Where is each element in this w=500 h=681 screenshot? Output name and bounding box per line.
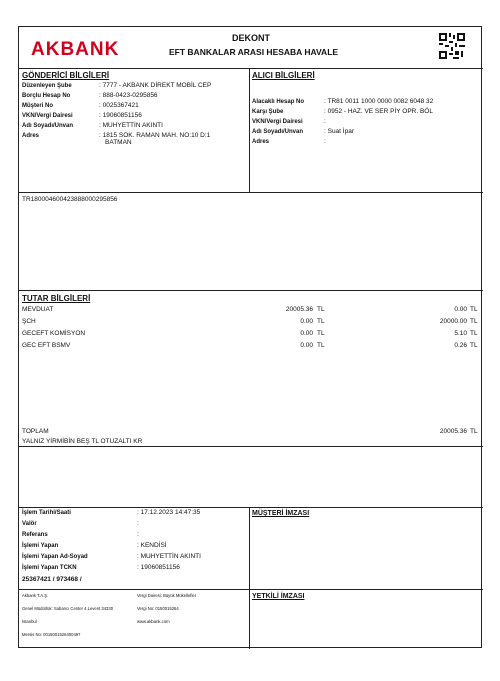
- transaction-code: 25367421 / 973468 /: [22, 576, 82, 583]
- total-value: 20005.36: [439, 428, 467, 435]
- amount-debit: 0.00: [300, 330, 313, 337]
- sender-value: : 19060851156: [99, 112, 142, 119]
- divider: [249, 589, 483, 590]
- amount-row-name: GEC EFT BSMV: [22, 342, 71, 349]
- footer-text: İstanbul: [22, 619, 37, 624]
- total-in-words: YALNIZ YİRMİBİN BEŞ TL OTUZALTI KR: [22, 438, 143, 445]
- amount-debit: 0.00: [300, 342, 313, 349]
- divider: [249, 68, 250, 192]
- receipt-document: [18, 26, 482, 648]
- receiver-label: Adres: [252, 139, 270, 145]
- amount-debit: 0.00: [300, 318, 313, 325]
- akbank-logo: AKBANK: [31, 39, 120, 60]
- receiver-label: Karşı Şube: [252, 109, 284, 115]
- total-label: TOPLAM: [22, 428, 49, 435]
- amount-credit: 0.00: [454, 306, 467, 313]
- transaction-label: İşlemi Yapan TCKN: [22, 565, 77, 571]
- footer-text: www.akbank.com: [137, 619, 170, 624]
- amount-credit-currency: TL: [470, 330, 478, 337]
- sender-label: Borçlu Hesap No: [22, 93, 71, 99]
- amount-row-name: GECEFT KOMİSYON: [22, 330, 86, 337]
- transaction-value: : MUHYETTİN AKINTI: [137, 553, 201, 560]
- transaction-label: Referans: [22, 532, 48, 538]
- divider: [19, 589, 249, 590]
- footer-text: Vergi No: 0150015264: [137, 606, 179, 611]
- amount-credit: 20000.00: [439, 318, 467, 325]
- transaction-label: İşlemi Yapan Ad-Soyad: [22, 554, 88, 560]
- amount-row-name: MEVDUAT: [22, 306, 54, 313]
- receiver-label: Adı Soyadı/Unvan: [252, 129, 304, 135]
- divider: [19, 507, 483, 508]
- sender-label: Düzenleyen Şube: [22, 83, 72, 89]
- sender-value: : MUHYETTİN AKINTI: [99, 122, 163, 129]
- amount-credit-currency: TL: [470, 318, 478, 325]
- footer-text: Vergi Dairesi: Büyük Mükellefler: [137, 593, 197, 598]
- footer-text: Akbank T.A.Ş.: [22, 593, 49, 598]
- footer-text: Genel Müdürlük: Sabancı Center 4.Levent 34330: [22, 606, 114, 611]
- receiver-value: : 0952 - HAZ. VE SER PİY OPR. BÖL: [324, 108, 433, 115]
- footer-text: Mersis No: 0015001526400497: [22, 632, 81, 637]
- transaction-value: : 19060851156: [137, 564, 180, 571]
- qr-code-icon: [439, 33, 465, 59]
- reference-text: TR180004600423888000295856: [22, 196, 118, 203]
- amount-credit-currency: TL: [470, 342, 478, 349]
- sender-label: VKN/Vergi Dairesi: [22, 113, 73, 119]
- divider: [19, 192, 483, 193]
- sender-value: : 0025367421: [99, 102, 139, 109]
- receiver-value: : TR81 0011 1000 0000 0082 6048 32: [324, 98, 434, 105]
- transaction-label: İşlemi Yapan: [22, 543, 59, 549]
- sender-label: Adres: [22, 133, 40, 139]
- transaction-label: Valör: [22, 521, 37, 527]
- divider: [19, 290, 483, 291]
- total-currency: TL: [470, 428, 478, 435]
- amount-credit-currency: TL: [470, 306, 478, 313]
- receiver-value: :: [324, 118, 326, 125]
- transaction-label: İşlem Tarihi/Saati: [22, 510, 71, 516]
- document-title: DEKONT: [232, 33, 270, 43]
- document-subtitle: EFT BANKALAR ARASI HESABA HAVALE: [169, 47, 339, 57]
- sender-value: : 888-0423-0295856: [99, 92, 158, 99]
- amount-debit-currency: TL: [317, 306, 325, 313]
- receiver-label: Alacaklı Hesap No: [252, 99, 305, 105]
- receiver-value: :: [324, 138, 326, 145]
- amount-debit-currency: TL: [317, 342, 325, 349]
- divider: [249, 507, 250, 649]
- divider: [19, 446, 483, 447]
- amounts-section-title: TUTAR BİLGİLERİ: [22, 294, 91, 303]
- amount-credit: 5.10: [454, 330, 467, 337]
- amount-row-name: ŞCH: [22, 318, 36, 325]
- transaction-value: :: [137, 520, 139, 527]
- transaction-value: :: [137, 531, 139, 538]
- amount-credit: 0.26: [454, 342, 467, 349]
- receiver-value: : Suat İpar: [324, 128, 354, 135]
- transaction-value: : 17.12.2023 14:47:35: [137, 509, 201, 516]
- customer-signature-label: MÜŞTERİ İMZASI: [252, 510, 310, 517]
- transaction-value: : KENDİSİ: [137, 542, 167, 549]
- sender-value: : 1815 SOK. RAMAN MAH. NO:10 D:1: [99, 132, 211, 139]
- receiver-label: VKN/Vergi Dairesi: [252, 119, 303, 125]
- receiver-section-title: ALICI BİLGİLERİ: [252, 71, 315, 80]
- sender-section-title: GÖNDERİCİ BİLGİLERİ: [22, 71, 110, 80]
- divider: [19, 68, 483, 69]
- sender-label: Adı Soyadı/Unvan: [22, 123, 74, 129]
- amount-debit-currency: TL: [317, 318, 325, 325]
- amount-debit: 20005.36: [285, 306, 313, 313]
- authorized-signature-label: YETKİLİ İMZASI: [252, 593, 305, 600]
- sender-value: : 7777 - AKBANK DİREKT MOBİL CEP: [99, 82, 212, 89]
- sender-label: Müşteri No: [22, 103, 54, 109]
- amount-debit-currency: TL: [317, 330, 325, 337]
- sender-value: BATMAN: [105, 139, 132, 146]
